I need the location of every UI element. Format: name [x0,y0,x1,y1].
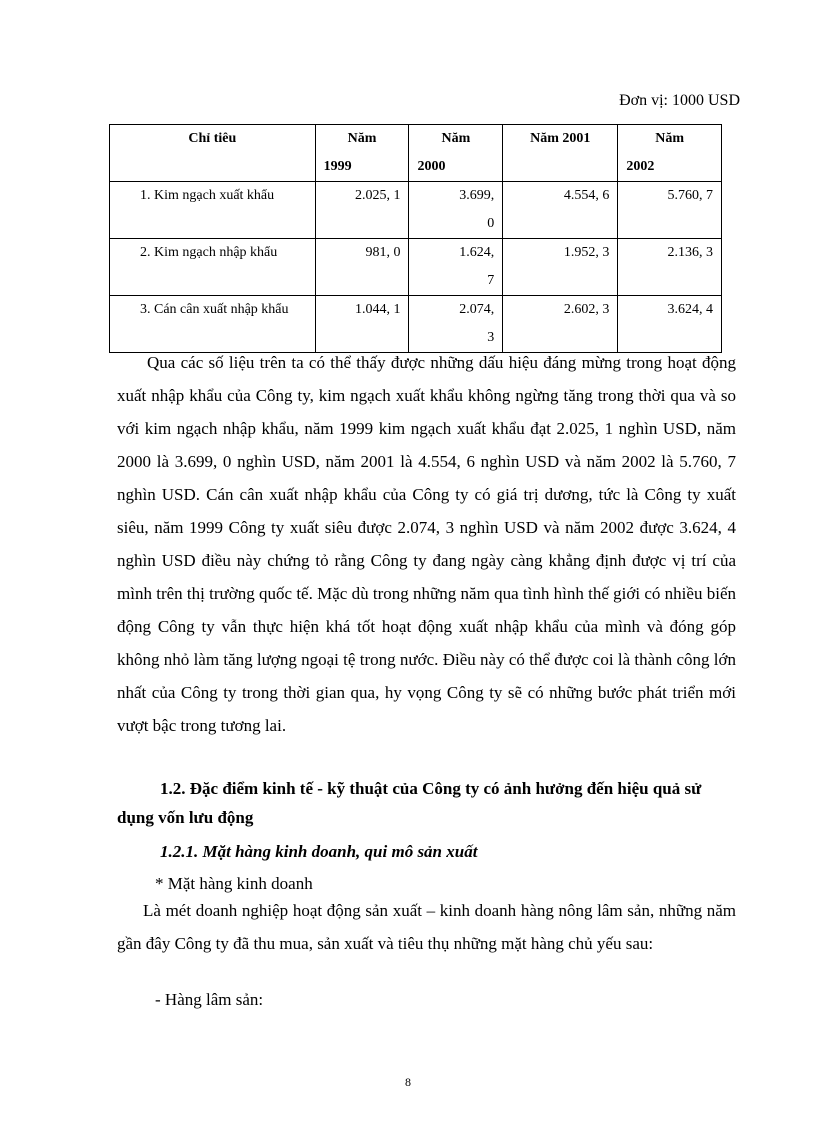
row-label: 3. Cán cân xuất nhập khẩu [110,296,316,353]
header-2000-line2: 2000 [417,159,446,174]
body-paragraph-products [117,894,736,960]
cell-value [409,239,503,296]
header-2002-line2: 2002 [626,159,655,174]
unit-label: Đơn vị: 1000 USD [619,92,740,109]
table-row [110,239,722,296]
subsection-heading: 1.2.1. Mặt hàng kinh doanh, qui mô sản xuất [160,842,478,861]
row-label: 1. Kim ngạch xuất khẩu [110,182,316,239]
cell-value-line2: 3 [487,330,495,345]
section-heading: 1.2. Đặc điểm kinh tế - kỹ thuật của Công ty có ảnh hưởng đến hiệu quả sử dụng vốn lưu động [117,779,702,827]
header-2002 [618,125,722,182]
cell-value-line2: 0 [487,216,495,231]
cell-value-line1: 1.624, [459,245,495,260]
header-1999-line2: 1999 [323,159,352,174]
cell-value-line1: 3.699, [459,188,495,203]
body-paragraph-analysis [117,346,736,742]
page-number: 8 [405,1075,411,1089]
table-row [110,182,722,239]
cell-value [409,296,503,353]
bullet-line: * Mặt hàng kinh doanh [155,874,313,893]
cell-value: 3.624, 4 [618,296,722,353]
header-1999-line1: Năm [347,131,377,146]
cell-value: 2.602, 3 [503,296,618,353]
table-row [110,296,722,353]
header-2000 [409,125,503,182]
table-header-row [110,125,722,182]
cell-value [409,182,503,239]
cell-value: 5.760, 7 [618,182,722,239]
header-1999 [315,125,409,182]
cell-value: 2.025, 1 [315,182,409,239]
row-label: 2. Kim ngạch nhập khẩu [110,239,316,296]
cell-value: 981, 0 [315,239,409,296]
header-indicator: Chỉ tiêu [110,125,316,182]
header-2001: Năm 2001 [503,125,618,182]
cell-value-line2: 7 [487,273,495,288]
export-import-table [109,124,722,353]
cell-value: 1.044, 1 [315,296,409,353]
list-item: - Hàng lâm sản: [155,990,264,1009]
cell-value-line1: 2.074, [459,302,495,317]
cell-value: 4.554, 6 [503,182,618,239]
cell-value: 2.136, 3 [618,239,722,296]
cell-value: 1.952, 3 [503,239,618,296]
header-2000-line1: Năm [441,131,471,146]
header-2002-line1: Năm [655,131,685,146]
paragraph-text: Là mét doanh nghiệp hoạt động sản xuất – kinh doanh hàng nông lâm sản, những năm gần đây Công ty đã thu mua, sản xuất và tiêu thụ những mặt hàng chủ yếu sau: [117,901,736,953]
paragraph-text: Qua các số liệu trên ta có thể thấy được những dấu hiệu đáng mừng trong hoạt động xuất nhập khẩu của Công ty, kim ngạch xuất khẩu không ngừng tăng trong thời qua và so với kim ngạch nhập khẩu, năm 1999 kim ngạch xuất khẩu đạt 2.025, 1 nghìn USD, năm 2000 là 3.699, 0 nghìn USD, năm 2001 là 4.554, 6 nghìn USD và năm 2002 là 5.760, 7 nghìn USD. Cán cân xuất nhập khẩu của Công ty có giá trị dương, tức là Công ty xuất siêu, năm 1999 Công ty xuất siêu được 2.074, 3 nghìn USD và năm 2002 được 3.624, 4 nghìn USD điều này chứng tỏ rằng Công ty đang ngày càng khẳng định được vị trí của mình trên thị trường quốc tế. Mặc dù trong những năm qua tình hình thế giới có nhiều biến động Công ty vẫn thực hiện khá tốt hoạt động xuất nhập khẩu của mình và đóng góp không nhỏ làm tăng lượng ngoại tệ trong nước. Điều này có thể được coi là thành công lớn nhất của Công ty trong thời gian qua, hy vọng Công ty sẽ có những bước phát triển mới vượt bậc trong tương lai. [117,353,736,735]
